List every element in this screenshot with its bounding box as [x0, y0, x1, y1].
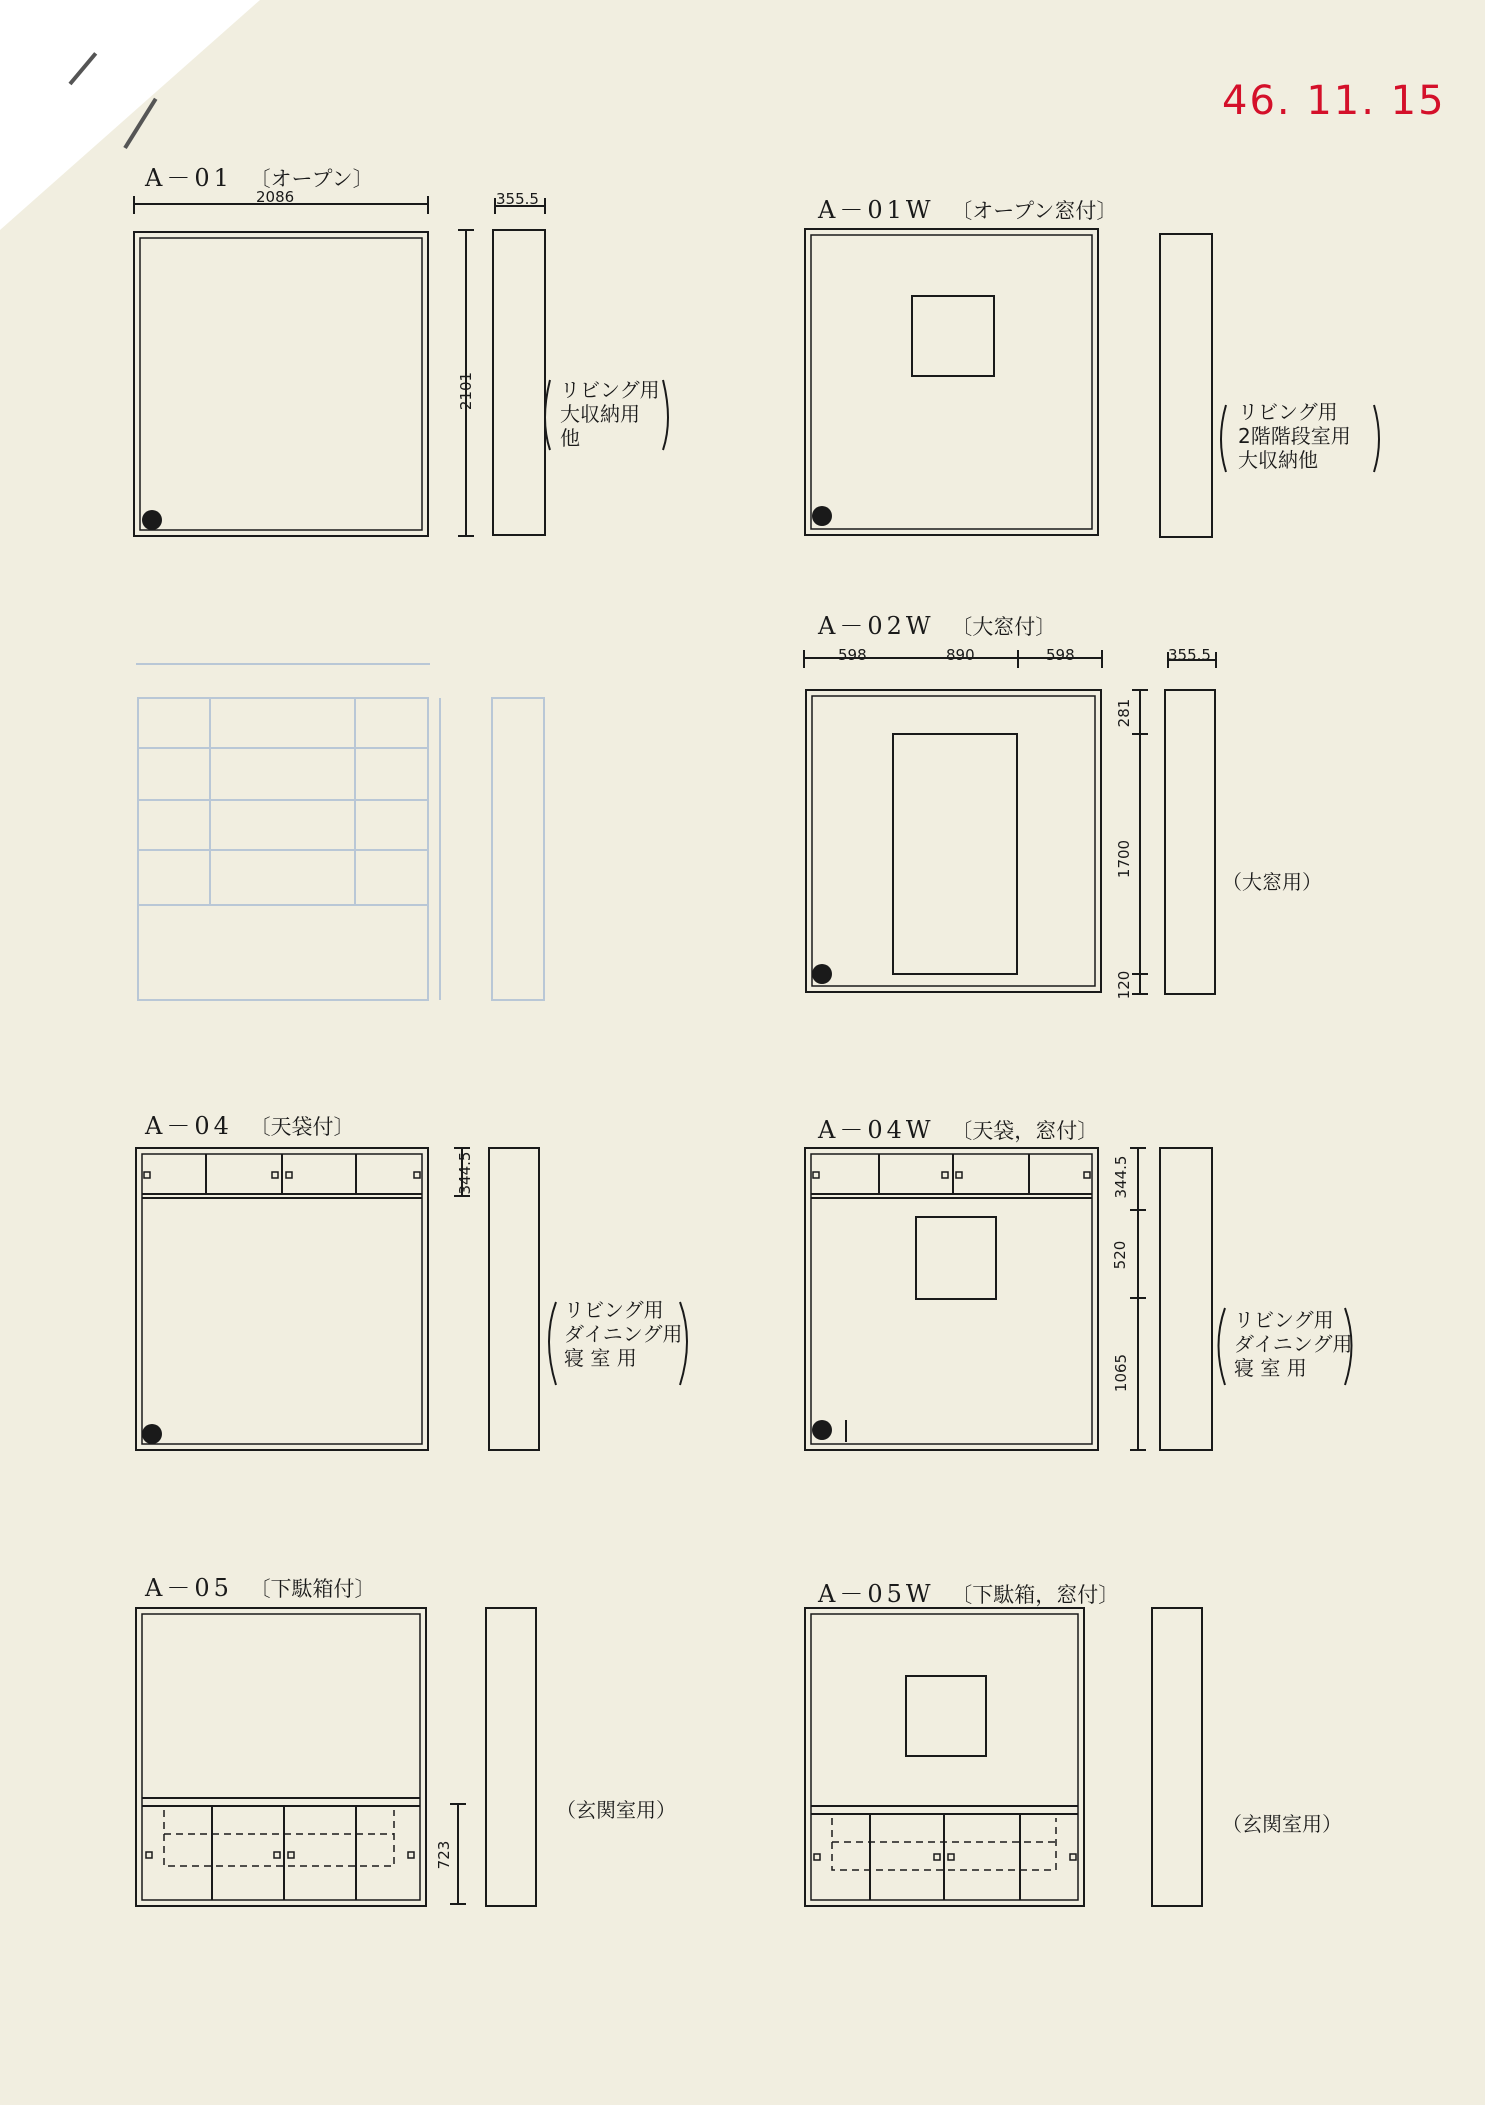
window-height-dimension: 520 [1111, 1240, 1129, 1270]
unit-title-a01w [818, 190, 1117, 225]
usage-line: 2階階段室用 [1238, 424, 1351, 448]
unit-variant: 〔下駄箱，窓付〕 [951, 1583, 1120, 1607]
usage-line: ダイニング用 [564, 1322, 683, 1346]
width-dimension-center: 890 [946, 646, 975, 664]
unit-code: A－05 [145, 1574, 233, 1602]
usage-line: （玄関室用） [556, 1798, 676, 1822]
usage-line: リビング用 [560, 378, 660, 402]
drawing-a02w [804, 650, 1216, 994]
height-dimension: 2101 [457, 371, 475, 411]
usage-line: 寝 室 用 [564, 1346, 637, 1370]
usage-line: （大窓用） [1222, 870, 1322, 894]
width-dimension: 2086 [256, 188, 295, 206]
width-dimension-right: 598 [1046, 646, 1075, 664]
bottom-height-dimension: 1065 [1112, 1353, 1130, 1393]
lower-cabinet-height-dimension: 723 [435, 1840, 453, 1870]
top-cabinet-height-dimension: 344.5 [456, 1151, 474, 1195]
unit-title-a04 [145, 1106, 355, 1141]
usage-note-a05w [1222, 1812, 1342, 1836]
unit-variant: 〔大窓付〕 [951, 615, 1057, 639]
width-dimension-left: 598 [838, 646, 867, 664]
unit-variant: 〔天袋，窓付〕 [951, 1119, 1099, 1143]
usage-note-a04 [564, 1298, 682, 1370]
usage-line: リビング用 [1238, 400, 1338, 424]
depth-dimension: 355.5 [1168, 646, 1211, 664]
usage-note-a05 [556, 1798, 676, 1822]
bottom-height-dimension: 120 [1115, 970, 1133, 1000]
usage-line: 寝 室 用 [1234, 1356, 1307, 1380]
usage-line: 大収納他 [1238, 448, 1318, 472]
usage-line: リビング用 [564, 1298, 664, 1322]
unit-variant: 〔天袋付〕 [249, 1115, 355, 1139]
unit-code: A－04 [145, 1112, 233, 1140]
drawing-a01w [805, 229, 1379, 537]
date-stamp: 46. 11. 15 [1222, 78, 1446, 124]
usage-line: リビング用 [1234, 1308, 1334, 1332]
usage-note-a01w [1238, 400, 1351, 472]
unit-title-a02w [818, 606, 1056, 641]
unit-code: A－01W [818, 196, 935, 224]
unit-code: A－05W [818, 1580, 935, 1608]
window-height-dimension: 1700 [1115, 839, 1133, 879]
top-height-dimension: 281 [1115, 698, 1133, 728]
unit-variant: 〔オープン窓付〕 [951, 199, 1118, 223]
drawing-a05 [136, 1608, 536, 1906]
usage-line: 他 [560, 426, 580, 450]
unit-title-a04w [818, 1110, 1098, 1145]
unit-title-a05 [145, 1568, 376, 1603]
usage-line: ダイニング用 [1234, 1332, 1353, 1356]
top-cabinet-height-dimension: 344.5 [1112, 1155, 1130, 1199]
usage-note-a04w [1234, 1308, 1352, 1380]
usage-line: 大収納用 [560, 402, 640, 426]
usage-note-a01 [560, 378, 660, 450]
drawing-a04w [805, 1148, 1352, 1450]
ghost-drawing-a12 [136, 664, 544, 1000]
unit-title-a05w [818, 1574, 1119, 1609]
drawing-a01 [134, 196, 668, 536]
unit-variant: 〔下駄箱付〕 [249, 1577, 376, 1601]
usage-line: （玄関室用） [1222, 1812, 1342, 1836]
drawing-a05w [805, 1608, 1202, 1906]
usage-note-a02w [1222, 870, 1322, 894]
unit-code: A－02W [818, 612, 935, 640]
unit-code: A－01 [145, 164, 233, 192]
unit-variant: 〔オープン〕 [249, 167, 374, 191]
unit-code: A－04W [818, 1116, 935, 1144]
depth-dimension: 355.5 [496, 190, 539, 208]
